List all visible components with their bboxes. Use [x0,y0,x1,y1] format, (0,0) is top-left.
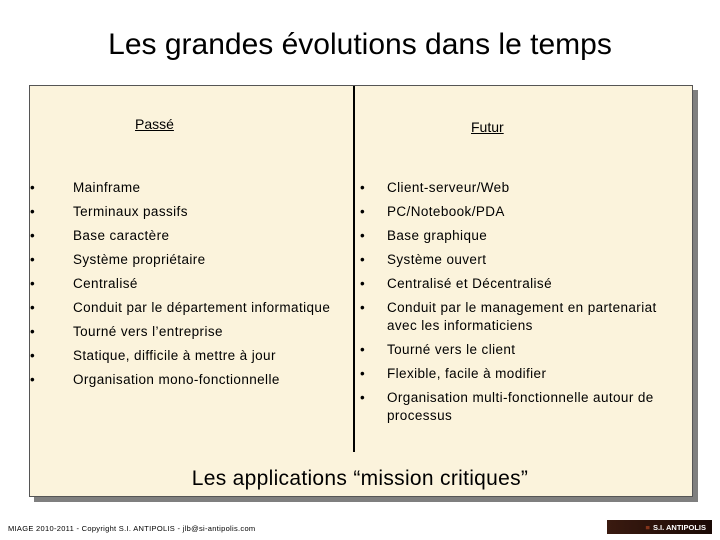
list-item-text: Organisation mono-fonctionnelle [73,372,280,387]
left-bullet-list [30,179,348,395]
footer-copyright: MIAGE 2010-2011 - Copyright S.I. ANTIPOLIS - jlb@si-antipolis.com [8,524,256,533]
list-item [360,389,690,425]
bullet-icon: • [360,390,366,405]
list-item [360,275,690,293]
bullet-icon: • [30,324,36,339]
list-item-text: Mainframe [73,180,141,195]
bullet-icon: • [360,366,366,381]
list-item-text: Conduit par le département informatique [73,300,331,315]
right-column-header: Futur [471,119,504,135]
bullet-icon: • [30,228,36,243]
bullet-icon: • [30,204,36,219]
list-item-text: Base graphique [387,228,488,243]
bullet-icon: • [30,180,36,195]
list-item-text: Organisation multi-fonctionnelle autour de processus [387,390,654,423]
list-item-text: Statique, difficile à mettre à jour [73,348,276,363]
column-divider [353,86,355,452]
list-item-text: Centralisé et Décentralisé [387,276,552,291]
list-item-text: Système propriétaire [73,252,206,267]
list-item [360,227,690,245]
list-item-text: Base caractère [73,228,170,243]
list-item-text: PC/Notebook/PDA [387,204,505,219]
list-item-text: Client-serveur/Web [387,180,510,195]
list-item [360,341,690,359]
company-logo [607,520,712,534]
logo-mark-icon: ≡ [645,522,650,532]
list-item [360,179,690,197]
bottom-caption: Les applications “mission critiques” [191,467,529,490]
list-item-text: Conduit par le management en partenariat avec les informaticiens [387,300,657,333]
bullet-icon: • [360,276,366,291]
bullet-icon: • [360,204,366,219]
left-column-header: Passé [135,116,174,132]
bullet-icon: • [360,180,366,195]
bullet-icon: • [360,252,366,267]
list-item [360,203,690,221]
bullet-icon: • [30,252,36,267]
list-item-text: Terminaux passifs [73,204,188,219]
list-item [30,371,348,389]
list-item [360,251,690,269]
list-item [30,179,348,197]
bullet-icon: • [360,228,366,243]
list-item [30,251,348,269]
bullet-icon: • [30,300,36,315]
list-item [360,299,690,335]
bullet-icon: • [30,276,36,291]
list-item [30,275,348,293]
list-item [30,203,348,221]
right-bullet-list [360,179,690,431]
list-item-text: Système ouvert [387,252,487,267]
list-item [30,299,348,317]
bullet-icon: • [360,300,366,315]
list-item [360,365,690,383]
list-item [30,227,348,245]
slide-title: Les grandes évolutions dans le temps [108,28,612,61]
bullet-icon: • [30,372,36,387]
list-item-text: Tourné vers le client [387,342,516,357]
list-item [30,347,348,365]
list-item [30,323,348,341]
bullet-icon: • [30,348,36,363]
bullet-icon: • [360,342,366,357]
list-item-text: Tourné vers l’entreprise [73,324,223,339]
list-item-text: Flexible, facile à modifier [387,366,547,381]
logo-text: S.I. ANTIPOLIS [652,522,706,532]
list-item-text: Centralisé [73,276,138,291]
